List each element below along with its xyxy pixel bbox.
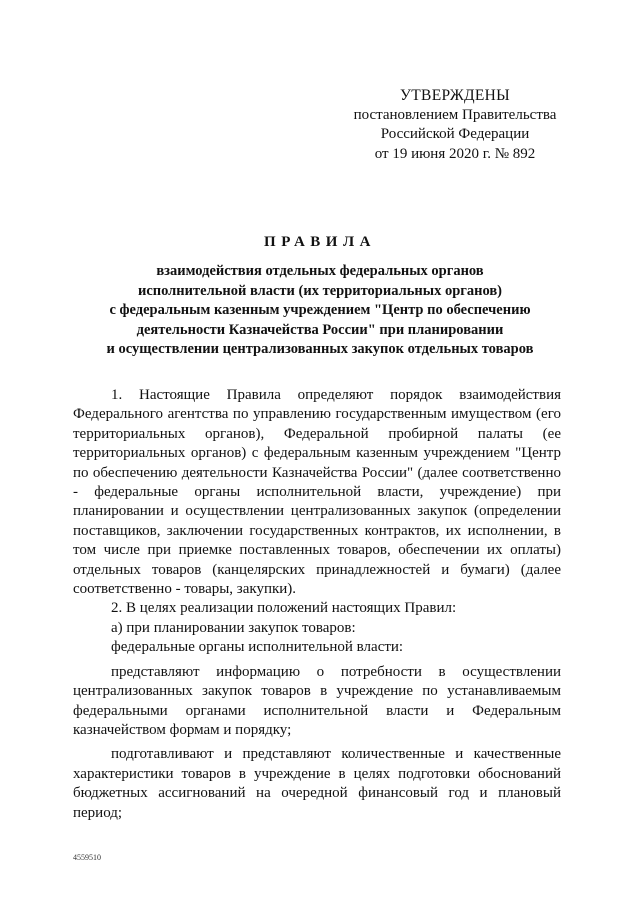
paragraph-text: представляют информацию о потребности в осуществлении централизованных закупок товаров в учреждение по устанавливаемым федеральными органами исполнительной власти и Федеральным казначейством формам и порядку; [73,663,561,738]
paragraph-1: 1. Настоящие Правила определяют порядок взаимодействия Федерального агентства по управлению государственным имуществом (его территориальных органов), Федеральной пробирной палаты (ее территориальных органов) с федеральным казенным учреждением "Центр по обеспечению деятельности Казначейства России" (далее соответственно - федеральные органы исполнительной власти, учреждение) при планировании и осуществлении централизованных закупок (определении поставщиков, заключении государственных контрактов, их исполнении, в том числе при приемке поставленных товаров, обеспечении их оплаты) отдельных товаров (канцелярских принадлежностей и бумаги) (далее соответственно - товары, закупки). [73,387,561,598]
subparagraph-a: а) при планировании закупок товаров: [111,619,356,636]
approved-by-line: постановлением Правительства [353,106,557,123]
approved-authority-line: Российской Федерации [380,126,530,143]
paragraph-text: федеральные органы исполнительной власти: [111,639,404,656]
approved-heading: УТВЕРЖДЕНЫ [400,87,510,104]
paragraph-2: 2. В целях реализации положений настоящих Правил: [111,600,457,617]
approval-stamp [330,86,580,164]
footer-code: 4559510 [73,853,101,862]
subtitle-line: взаимодействия отдельных федеральных органов [156,263,484,279]
document-subtitle [70,262,570,360]
document-title: ПРАВИЛА [264,234,376,250]
paragraph-text: подготавливают и представляют количественные и качественные характеристики товаров в учреждение в целях подготовки обоснований бюджетных ассигнований на очередной финансовый год и плановый период; [73,746,561,821]
subtitle-line: исполнительной власти (их территориальных органов) [137,282,503,299]
subtitle-line: с федеральным казенным учреждением "Центр по обеспечению [109,302,531,318]
subtitle-line: и осуществлении централизованных закупок отдельных товаров [106,341,534,357]
document-body [73,386,561,823]
approved-date-number-line: от 19 июня 2020 г. № 892 [374,145,536,162]
subtitle-line: деятельности Казначейства России" при планировании [136,321,504,338]
